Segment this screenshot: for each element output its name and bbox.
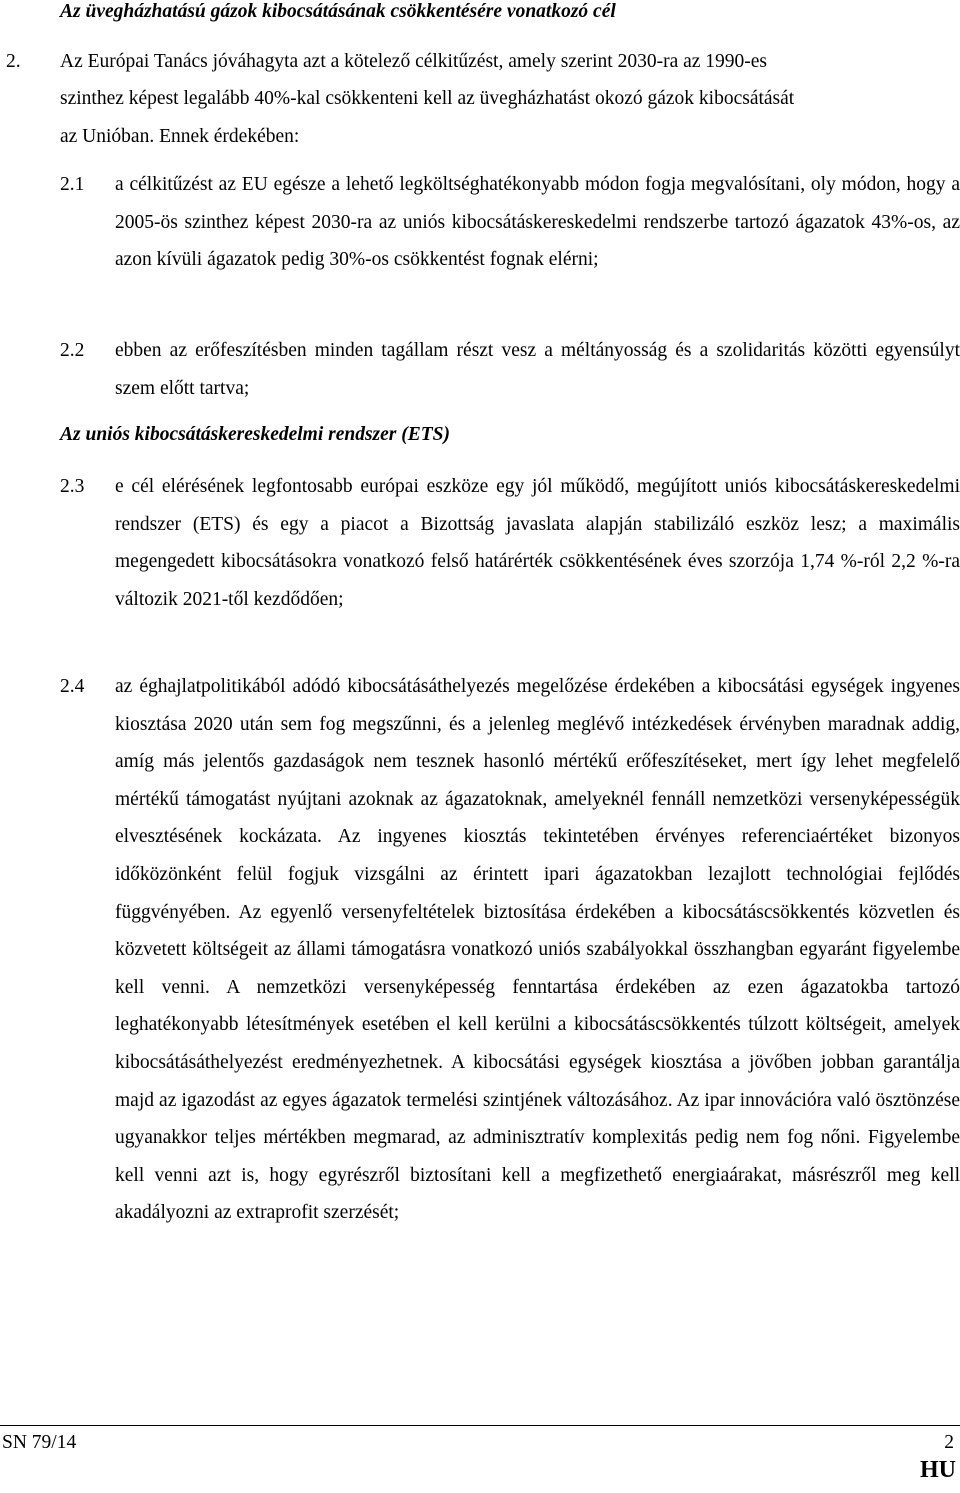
section-heading: Az uniós kibocsátáskereskedelmi rendszer (ETS) <box>60 424 451 445</box>
document-reference: SN 79/14 <box>2 1432 77 1453</box>
paragraph-number: 2. <box>6 51 21 72</box>
item-number: 2.1 <box>60 174 85 195</box>
section-heading: Az üvegházhatású gázok kibocsátásának csökkentésére vonatkozó cél <box>60 1 616 22</box>
item-2-2 <box>60 336 960 411</box>
item-text: a célkitűzést az EU egésze a lehető legköltséghatékonyabb módon fogja megvalósítani, oly módon, hogy a 2005-ös szinthez képest 2030-ra az uniós kibocsátáskereskedelmi rendszerbe tartozó ágazatok 43%-os, az azon kívüli ágazatok pedig 30%-os csökkentést fognak elérni; <box>115 174 960 271</box>
item-number: 2.4 <box>60 676 85 697</box>
footer-divider <box>0 1425 960 1426</box>
item-number: 2.2 <box>60 340 85 361</box>
item-2-3 <box>60 472 960 662</box>
paragraph-line: az Unióban. Ennek érdekében: <box>60 126 300 147</box>
item-number: 2.3 <box>60 476 85 497</box>
paragraph-line: Az Európai Tanács jóváhagyta azt a kötelező célkitűzést, amely szerint 2030-ra az 1990-es <box>60 51 768 72</box>
item-2-4 <box>60 672 960 1352</box>
language-code: HU <box>920 1457 956 1483</box>
item-text: az éghajlatpolitikából adódó kibocsátásáthelyezés megelőzése érdekében a kibocsátási egységek ingyenes kiosztása 2020 után sem fog megszűnni, és a jelenleg meglévő intézkedések érvényben maradnak addig, amíg más jelentős gazdaságok nem tesznek hasonló mértékű erőfeszítéseket, mert így lehet megfelelő mértékű támogatást nyújtani azoknak az ágazatoknak, amelyeknél fennáll nemzetközi versenyképességük elvesztésének kockázata. Az ingyenes kiosztás tekintetében érvényes referenciaértéket bizonyos időközönként felül fogjuk vizsgálni az érintett ipari ágazatokban lezajlott technológiai fejlődés függvényében. Az egyenlő versenyfeltételek biztosítása érdekében a kibocsátáscsökkentés közvetlen és közvetett költségeit az állami támogatásra vonatkozó uniós szabályokkal összhangban egyaránt figyelembe kell venni. A nemzetközi versenyképesség fenntartása érdekében az ezen ágazatokba tartozó leghatékonyabb létesítmények esetében el kell kerülni a kibocsátáscsökkentés túlzott költségeit, amelyek kibocsátásáthelyezést eredményezhetnek. A kibocsátási egységek kiosztása a jövőben jobban garantálja majd az igazodást az egyes ágazatok termelési szintjének változásához. Az ipar innovációra való ösztönzése ugyanakkor teljes mértékben megmarad, az adminisztratív komplexitás pedig nem fog nőni. Figyelembe kell venni azt is, hogy egyrészről biztosítani kell a megfizethető energiaárakat, másrészről meg kell akadályozni az extraprofit szerzését; <box>115 676 960 1224</box>
page-number: 2 <box>944 1432 954 1453</box>
paragraph-line: szinthez képest legalább 40%-kal csökkenteni kell az üvegházhatást okozó gázok kibocsátását <box>60 88 795 109</box>
item-2-1 <box>60 170 960 320</box>
item-text: e cél elérésének legfontosabb európai eszköze egy jól működő, megújított uniós kibocsátáskereskedelmi rendszer (ETS) és egy a piacot a Bizottság javaslata alapján stabilizáló eszköz lesz; a maximális megengedett kibocsátásokra vonatkozó felső határérték csökkentésének éves szorzója 1,74 %-ról 2,2 %-ra változik 2021-től kezdődően; <box>115 476 960 610</box>
item-text: ebben az erőfeszítésben minden tagállam részt vesz a méltányosság és a szolidaritás közötti egyensúlyt szem előtt tartva; <box>115 340 960 399</box>
